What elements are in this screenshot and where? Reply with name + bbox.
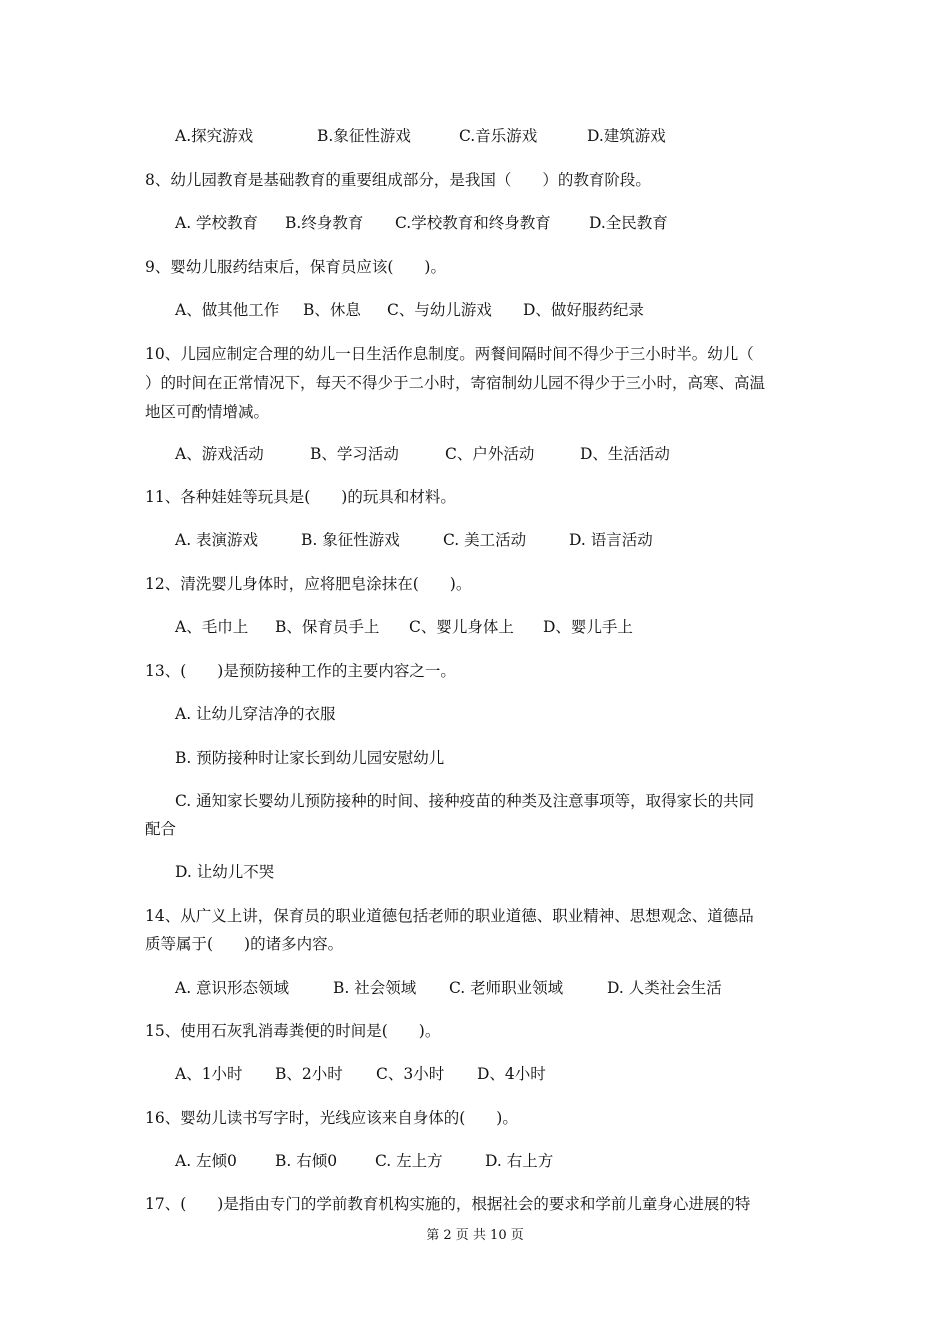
q10-options (175, 440, 815, 469)
page-footer: 第 2 页 共 10 页 (426, 1228, 524, 1243)
q11-options (175, 526, 815, 555)
q9-stem: 9、婴幼儿服药结束后，保育员应该( )。 (145, 258, 446, 276)
q7-option-c: C.音乐游戏 (459, 127, 538, 145)
q9-option-b: B、休息 (303, 301, 361, 319)
q14-option-c: C. 老师职业领域 (449, 979, 564, 997)
q13-option-b: B. 预防接种时让家长到幼儿园安慰幼儿 (175, 749, 445, 767)
q10-option-a: A、游戏活动 (175, 445, 264, 463)
q13-option-c-line2: 配合 (145, 820, 177, 838)
q16-option-d: D. 右上方 (485, 1152, 554, 1170)
q7-options (175, 122, 815, 151)
q16-option-a: A. 左倾0 (175, 1152, 237, 1170)
q12-option-d: D、婴儿手上 (543, 618, 633, 636)
q7-option-b: B.象征性游戏 (317, 127, 411, 145)
q9-options (175, 296, 815, 325)
q13-option-c-line1: C. 通知家长婴幼儿预防接种的时间、接种疫苗的种类及注意事项等，取得家长的共同 (175, 792, 755, 810)
q9-option-c: C、与幼儿游戏 (387, 301, 492, 319)
q14-option-d: D. 人类社会生活 (607, 979, 722, 997)
q15-options (175, 1060, 815, 1089)
q12-option-a: A、毛巾上 (175, 618, 249, 636)
q11-option-b: B. 象征性游戏 (301, 531, 400, 549)
q12-stem: 12、清洗婴儿身体时，应将肥皂涂抹在( )。 (145, 575, 472, 593)
q11-option-c: C. 美工活动 (443, 531, 527, 549)
q16-option-b: B. 右倾0 (275, 1152, 338, 1170)
q16-stem: 16、婴幼儿读书写字时，光线应该来自身体的( )。 (145, 1109, 518, 1127)
q9-option-d: D、做好服药纪录 (523, 301, 644, 319)
q11-option-a: A. 表演游戏 (175, 531, 259, 549)
q12-option-c: C、婴儿身体上 (409, 618, 514, 636)
q14-option-b: B. 社会领域 (333, 979, 417, 997)
q15-option-a: A、1小时 (175, 1065, 243, 1083)
q8-option-a: A. 学校教育 (175, 214, 259, 232)
q10-stem-line3: 地区可酌情增减。 (145, 403, 270, 421)
q16-option-c: C. 左上方 (375, 1152, 443, 1170)
q9-option-a: A、做其他工作 (175, 301, 280, 319)
q8-option-c: C.学校教育和终身教育 (395, 214, 551, 232)
q12-option-b: B、保育员手上 (275, 618, 380, 636)
q8-option-b: B.终身教育 (285, 214, 364, 232)
q15-option-d: D、4小时 (477, 1065, 546, 1083)
q14-stem-line2: 质等属于( )的诸多内容。 (145, 935, 344, 953)
q10-stem-line2: ）的时间在正常情况下，每天不得少于二小时，寄宿制幼儿园不得少于三小时，高寒、高温 (145, 374, 766, 392)
q10-option-c: C、户外活动 (445, 445, 535, 463)
q10-stem-line1: 10、儿园应制定合理的幼儿一日生活作息制度。两餐间隔时间不得少于三小时半。幼儿（ (145, 345, 754, 363)
q8-options (175, 209, 815, 238)
q14-option-a: A. 意识形态领域 (175, 979, 290, 997)
q14-stem-line1: 14、从广义上讲，保育员的职业道德包括老师的职业道德、职业精神、思想观念、道德品 (145, 907, 754, 925)
q15-option-b: B、2小时 (275, 1065, 343, 1083)
q8-stem: 8、幼儿园教育是基础教育的重要组成部分，是我国（ ）的教育阶段。 (145, 171, 651, 189)
q12-options (175, 613, 815, 642)
q10-option-b: B、学习活动 (310, 445, 399, 463)
q15-stem: 15、使用石灰乳消毒粪便的时间是( )。 (145, 1022, 441, 1040)
q10-option-d: D、生活活动 (580, 445, 670, 463)
q8-option-d: D.全民教育 (589, 214, 668, 232)
q13-option-a: A. 让幼儿穿洁净的衣服 (175, 705, 336, 723)
q11-option-d: D. 语言活动 (569, 531, 653, 549)
q11-stem: 11、各种娃娃等玩具是( )的玩具和材料。 (145, 488, 456, 506)
q7-option-a: A.探究游戏 (175, 127, 254, 145)
q16-options (175, 1147, 815, 1176)
q15-option-c: C、3小时 (376, 1065, 445, 1083)
q17-stem-line1: 17、( )是指由专门的学前教育机构实施的，根据社会的要求和学前儿童身心进展的特 (145, 1195, 751, 1213)
q13-option-d: D. 让幼儿不哭 (175, 863, 275, 881)
q14-options (175, 974, 815, 1003)
q7-option-d: D.建筑游戏 (587, 127, 666, 145)
q13-stem: 13、( )是预防接种工作的主要内容之一。 (145, 662, 456, 680)
